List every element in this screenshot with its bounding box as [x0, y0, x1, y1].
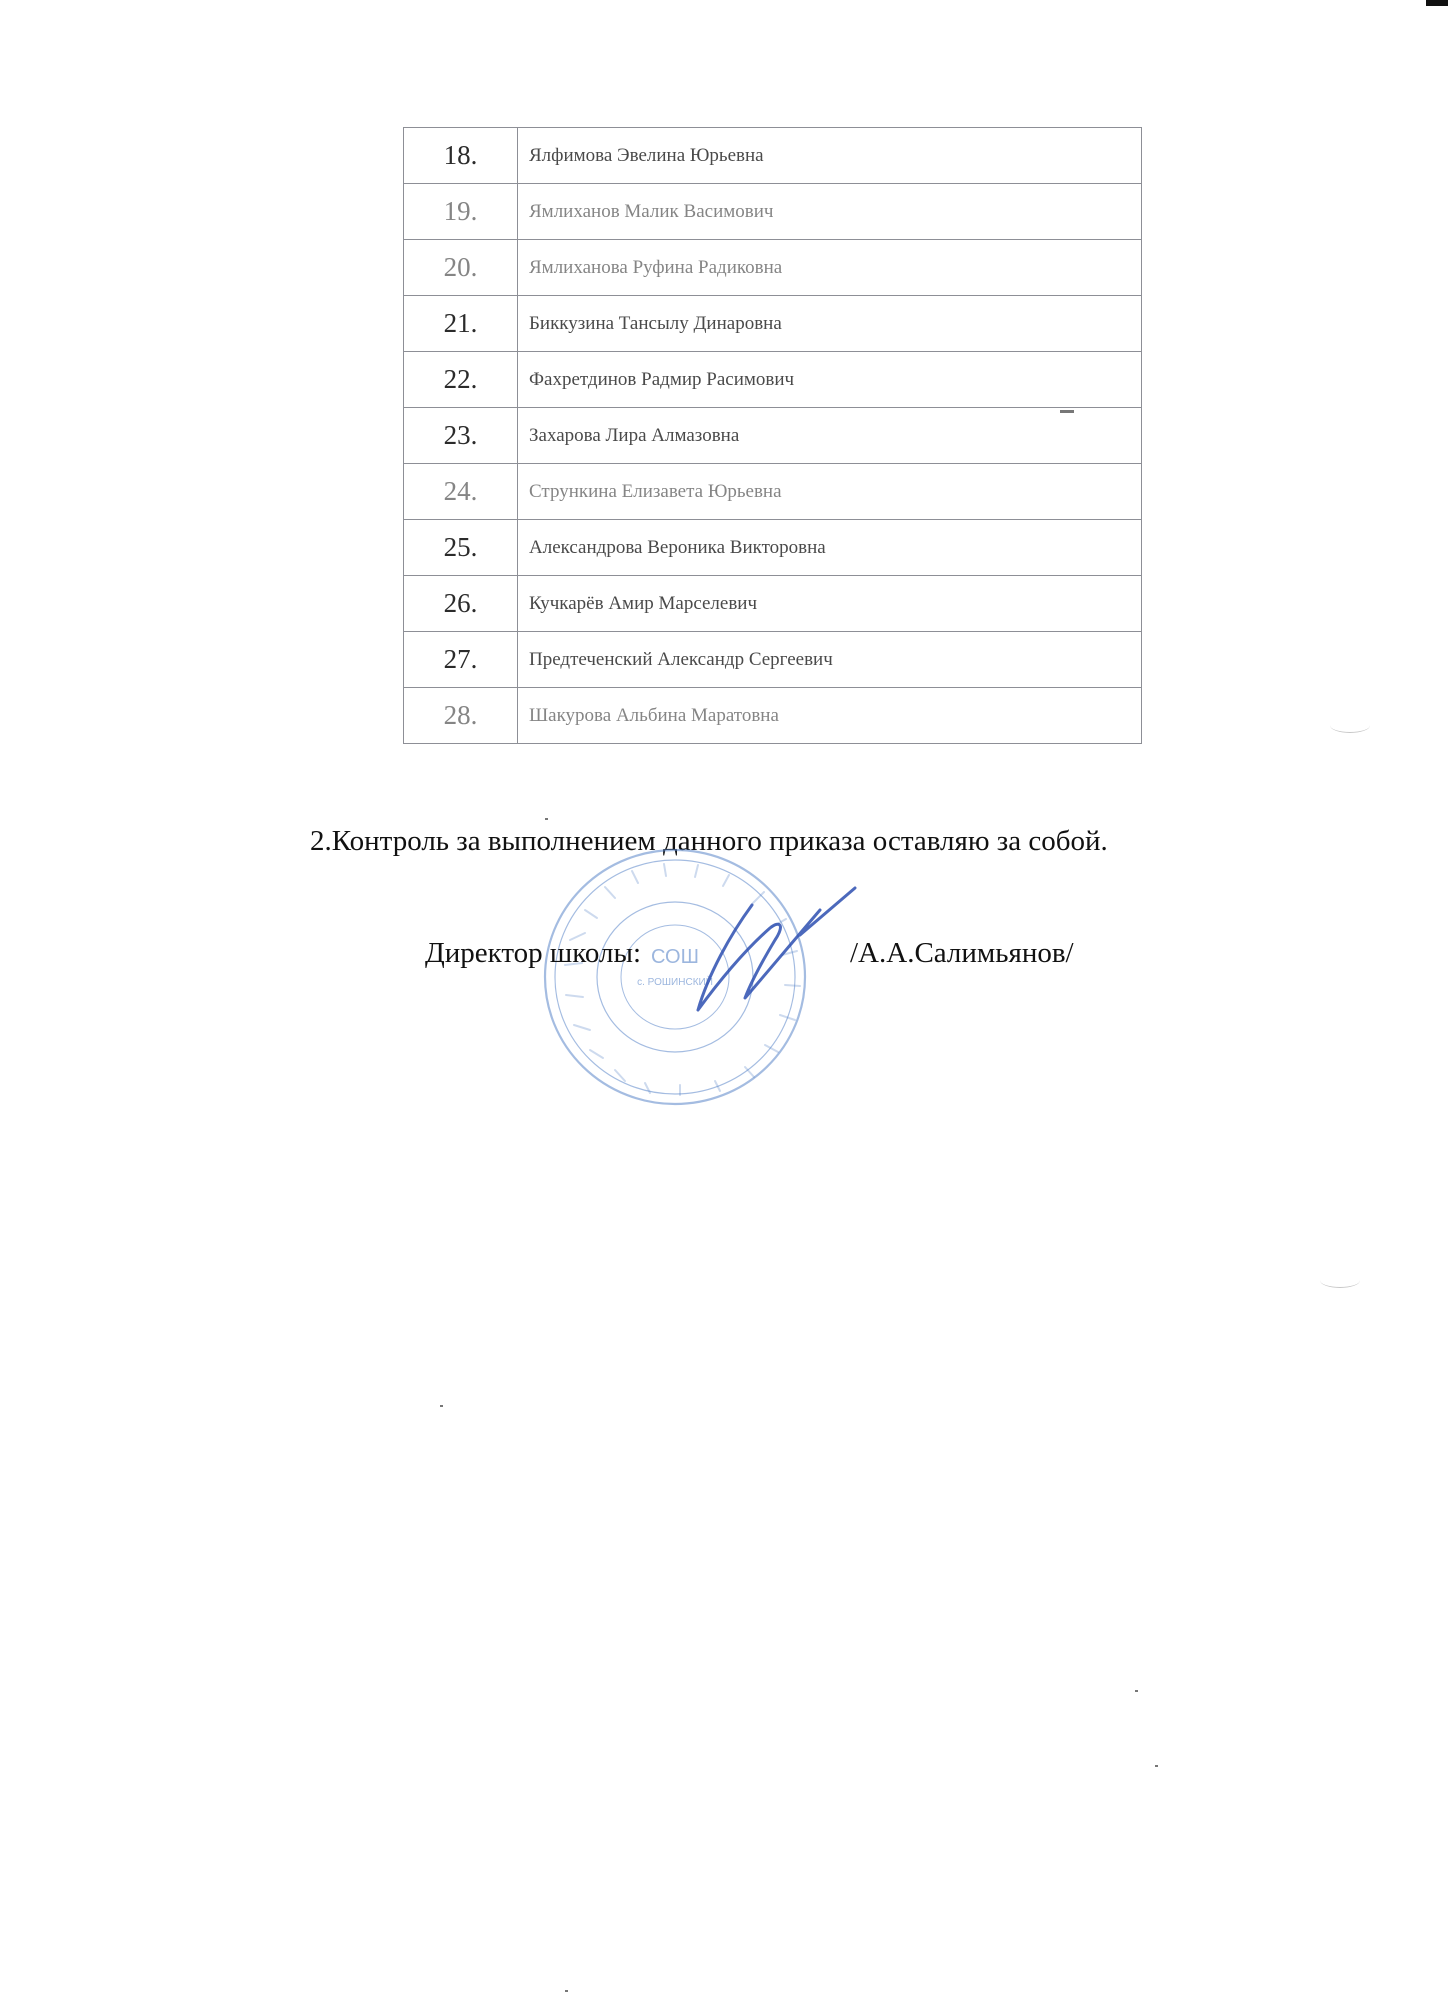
seal-center-top-text: СОШ: [651, 946, 699, 968]
roster-row-number: 28.: [404, 688, 518, 744]
roster-row-number: 19.: [404, 184, 518, 240]
roster-row-number: 26.: [404, 576, 518, 632]
roster-row: [404, 520, 1142, 576]
scan-speck: [440, 1405, 443, 1407]
roster-row: [404, 184, 1142, 240]
roster-row-student-name: Биккузина Тансылу Динаровна: [518, 296, 1142, 352]
roster-row-student-name: Захарова Лира Алмазовна: [518, 408, 1142, 464]
roster-row: [404, 464, 1142, 520]
scan-speck: [1135, 1690, 1138, 1692]
order-paragraph: 2.Контроль за выполнением данного приказа оставляю за собой.: [310, 825, 1108, 857]
scan-speck: [1155, 1765, 1158, 1767]
roster-row: [404, 576, 1142, 632]
roster-row: [404, 296, 1142, 352]
roster-row-student-name: Шакурова Альбина Маратовна: [518, 688, 1142, 744]
scan-speck: [1060, 410, 1074, 413]
roster-row-student-name: Ямлиханов Малик Васимович: [518, 184, 1142, 240]
punch-hole-mark: [1320, 1273, 1360, 1288]
roster-row-number: 25.: [404, 520, 518, 576]
scan-speck: [565, 1990, 568, 1992]
scan-corner-mark: [1426, 0, 1448, 6]
scan-speck: [545, 818, 548, 820]
roster-row-number: 18.: [404, 128, 518, 184]
director-name: /А.А.Салимьянов/: [850, 937, 1074, 969]
roster-row-number: 27.: [404, 632, 518, 688]
roster-row-student-name: Александрова Вероника Викторовна: [518, 520, 1142, 576]
roster-row-student-name: Ямлиханова Руфина Радиковна: [518, 240, 1142, 296]
roster-row: [404, 128, 1142, 184]
roster-row-number: 24.: [404, 464, 518, 520]
roster-row-number: 22.: [404, 352, 518, 408]
roster-row-student-name: Ялфимова Эвелина Юрьевна: [518, 128, 1142, 184]
roster-row-number: 20.: [404, 240, 518, 296]
director-label: Директор школы:: [425, 937, 641, 969]
director-signature: [690, 880, 860, 1020]
roster-row: [404, 240, 1142, 296]
punch-hole-mark: [1330, 718, 1370, 733]
roster-row-student-name: Кучкарёв Амир Марселевич: [518, 576, 1142, 632]
roster-row-student-name: Предтеченский Александр Сергеевич: [518, 632, 1142, 688]
seal-center-bottom-text: с. РОШИНСКИЙ: [637, 977, 713, 988]
roster-row: [404, 352, 1142, 408]
roster-row-student-name: Фахретдинов Радмир Расимович: [518, 352, 1142, 408]
roster-row: [404, 688, 1142, 744]
roster-row: [404, 632, 1142, 688]
student-roster-table: [403, 127, 1142, 744]
roster-body: [404, 128, 1142, 744]
roster-row-number: 21.: [404, 296, 518, 352]
roster-row: [404, 408, 1142, 464]
roster-row-number: 23.: [404, 408, 518, 464]
roster-row-student-name: Стрункина Елизавета Юрьевна: [518, 464, 1142, 520]
